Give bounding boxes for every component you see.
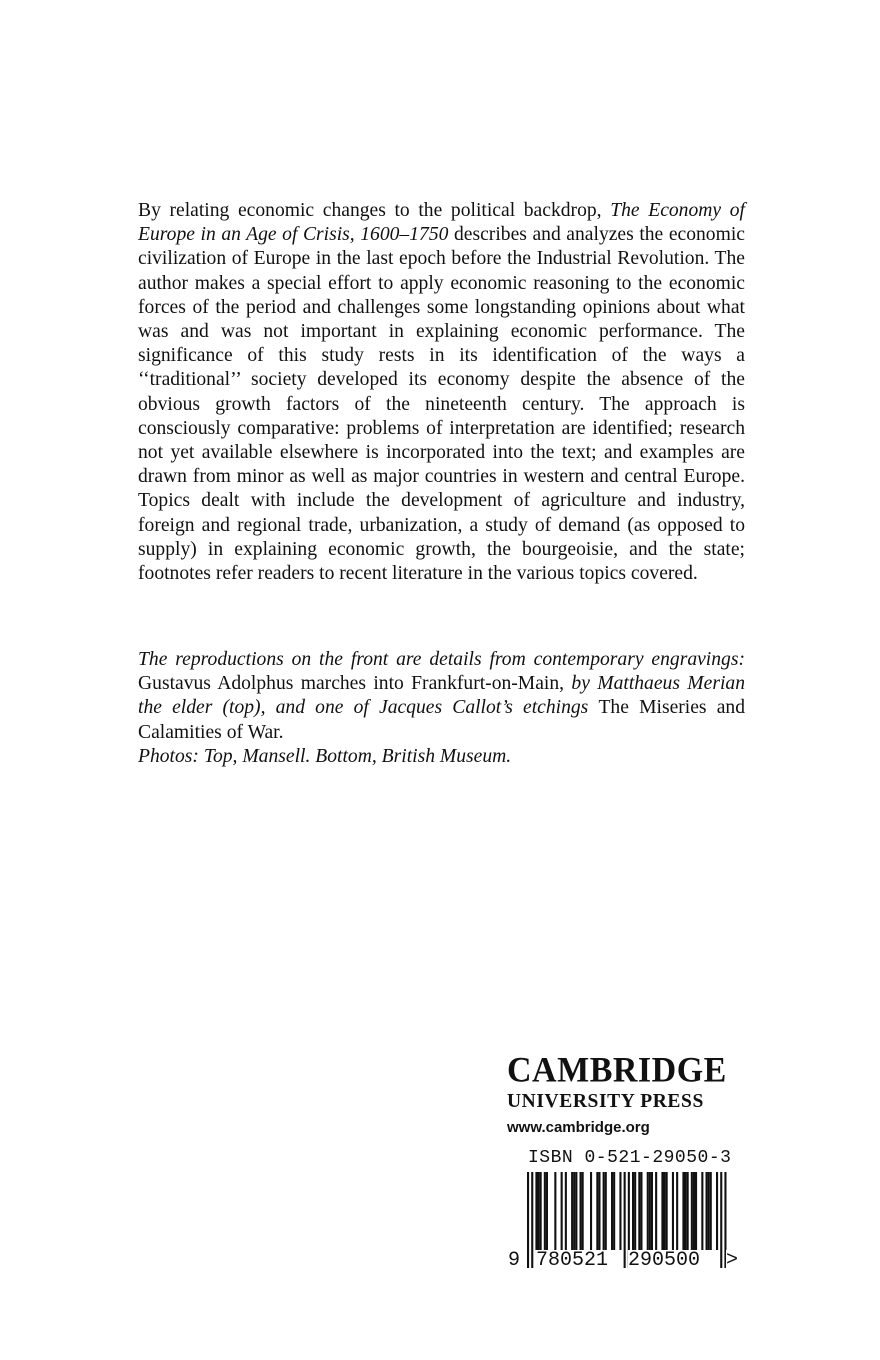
barcode-bar [685, 1172, 687, 1250]
isbn-label: ISBN 0-521-29050-3 [528, 1148, 732, 1168]
barcode-bar [619, 1172, 621, 1250]
barcode-bar [672, 1172, 674, 1250]
barcode-bar [638, 1172, 640, 1250]
barcode-bar [596, 1172, 598, 1250]
barcode-bar [716, 1172, 718, 1250]
description-body: describes and analyzes the economic civilization of Europe in the last epoch before the Industrial Revolution. The author makes a special effort to apply economic reasoning to the economic forces of the period and challenges some longstanding opinions about what was and was not important in explaining economic performance. The significance of this study rests in its identification of the ways a ‘‘traditional’’ society developed its economy despite the absence of the obvious growth factors of the nineteenth century. The approach is consciously comparative: problems of interpretation are identified; research not yet available elsewhere is incorporated into the text; and examples are drawn from minor as well as major countries in western and central Europe. Topics dealt with include the development of agriculture and industry, foreign and regional trade, urbanization, a study of demand (as opposed to supply) in explaining economic growth, the bourgeoisie, and the state; footnotes refer readers to recent literature in the various topics covered. [138, 224, 745, 585]
credits-intro: The reproductions on the front are details from contemporary engravings: [138, 649, 745, 670]
barcode-bar [561, 1172, 563, 1250]
barcode-bar [647, 1172, 649, 1250]
barcode-bar [701, 1172, 703, 1250]
barcode-bar [580, 1172, 582, 1250]
barcode-bar [634, 1172, 636, 1250]
barcode-bar [613, 1172, 615, 1250]
barcode-bar [682, 1172, 684, 1250]
barcode-bar [676, 1172, 678, 1250]
barcode-bar [649, 1172, 651, 1250]
publisher-name: CAMBRIDGE [507, 1051, 727, 1090]
barcode-bar [544, 1172, 546, 1250]
barcode-bar [693, 1172, 695, 1250]
barcode-bar [582, 1172, 584, 1250]
barcode-bar [571, 1172, 573, 1250]
barcode-bar [710, 1172, 712, 1250]
barcode-bar [546, 1172, 548, 1250]
cover-credits [138, 648, 745, 769]
barcode-bar [651, 1172, 653, 1250]
barcode-bar [708, 1172, 710, 1250]
barcode-bar [655, 1172, 657, 1250]
barcode-bar [603, 1172, 605, 1250]
barcode-bar [695, 1172, 697, 1250]
back-cover-description [138, 199, 745, 586]
barcode-bar [538, 1172, 540, 1250]
barcode-bar [640, 1172, 642, 1250]
barcode-bar [664, 1172, 666, 1250]
barcode-bar [661, 1172, 663, 1250]
barcode-bar [540, 1172, 542, 1250]
etching-title: The Miseries and Calamities of War. [138, 697, 745, 743]
publisher-logo [507, 1050, 747, 1140]
publisher-url: www.cambridge.org [507, 1119, 650, 1136]
credits-artists: by Matthaeus Merian the elder (top), and one of Jacques Callot’s etchings [138, 673, 745, 719]
barcode-bar [611, 1172, 613, 1250]
barcode-bar [720, 1172, 722, 1268]
barcode-bar [565, 1172, 567, 1250]
barcode-bar [527, 1172, 529, 1268]
book-title: The Economy of Europe in an Age of Crisis, 1600–1750 [138, 200, 745, 246]
barcode-left-digits: 780521 [536, 1249, 609, 1272]
barcode-bar [573, 1172, 575, 1250]
barcode-bar [554, 1172, 556, 1250]
barcode-right-digits: 290500 [628, 1249, 701, 1272]
barcode-bar [531, 1172, 533, 1268]
barcode-bar [575, 1172, 577, 1250]
photo-credits: Photos: Top, Mansell. Bottom, British Museum. [138, 745, 512, 767]
barcode-bar [590, 1172, 592, 1250]
publisher-subtitle: UNIVERSITY PRESS [507, 1091, 704, 1112]
barcode-bar [691, 1172, 693, 1250]
barcode-bar [624, 1172, 626, 1268]
barcode-prefix-digit: 9 [508, 1249, 521, 1272]
engraving-title: Gustavus Adolphus marches into Frankfurt-on-Main, [138, 673, 572, 695]
barcode-bar [687, 1172, 689, 1250]
barcode-bar [706, 1172, 708, 1250]
barcode-arrow: > [726, 1249, 739, 1272]
barcode-bar [535, 1172, 537, 1250]
barcode-bar [666, 1172, 668, 1250]
barcode-bar [605, 1172, 607, 1250]
description-intro: By relating economic changes to the political backdrop, [138, 200, 611, 221]
barcode-bar [632, 1172, 634, 1250]
barcode-bar [598, 1172, 600, 1250]
